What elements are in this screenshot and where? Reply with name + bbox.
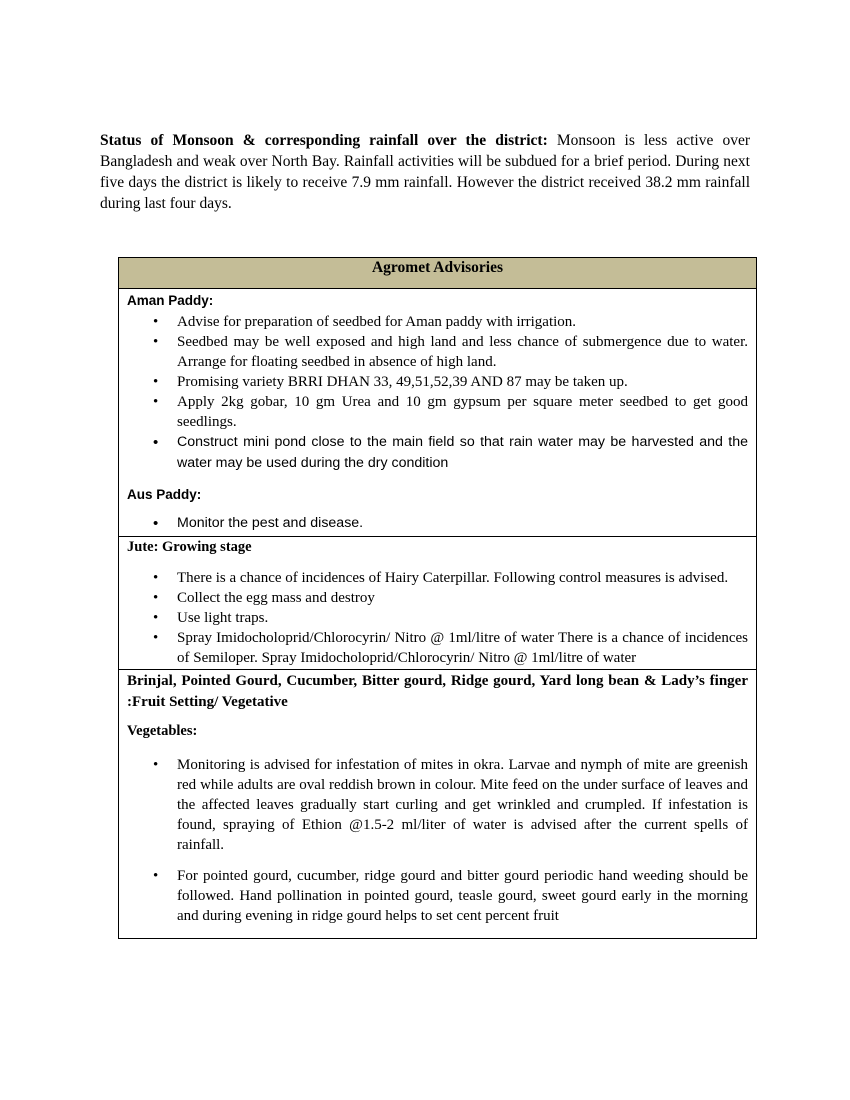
list-item: • Collect the egg mass and destroy (177, 588, 748, 608)
jute-section (119, 537, 757, 670)
list-item: • Monitoring is advised for infestation of mites in okra. Larvae and nymph of mite are greenish red while adults are oval reddish brown in colour. Mite feed on the under surface of leaves and the affected leaves gradually start curling and get wrinkled and crumpled. If infestation is found, spraying of Ethion @1.5-2 ml/liter of water is advised after the current spells of rainfall. (177, 755, 748, 855)
list-item: • Seedbed may be well exposed and high land and less chance of submergence due to water. Arrange for floating seedbed in absence of high land. (177, 332, 748, 372)
list-item: • Construct mini pond close to the main field so that rain water may be harvested and the water may be used during the dry condition (177, 432, 748, 474)
vegetables-list (127, 755, 748, 926)
advisories-table-header: Agromet Advisories (119, 258, 757, 289)
monsoon-status-text: Monsoon is less active over Bangladesh and weak over North Bay. Rainfall activities will be subdued for a brief period. During next five days the district is likely to receive 7.9 mm rainfall. However the district received 38.2 mm rainfall during last four days. (100, 132, 750, 212)
aman-paddy-list (127, 312, 748, 474)
vegetables-section (119, 670, 757, 939)
jute-title: Jute: Growing stage (127, 539, 252, 555)
list-item: • Promising variety BRRI DHAN 33, 49,51,52,39 AND 87 may be taken up. (177, 372, 748, 392)
paddy-section (119, 289, 757, 537)
list-item: • Monitor the pest and disease. (177, 513, 748, 534)
monsoon-status-heading: Status of Monsoon & corresponding rainfall over the district: (100, 132, 548, 149)
list-item: • There is a chance of incidences of Hairy Caterpillar. Following control measures is advised. (177, 568, 748, 588)
aus-paddy-list (127, 513, 748, 534)
list-item: • Apply 2kg gobar, 10 gm Urea and 10 gm gypsum per square meter seedbed to get good seedlings. (177, 392, 748, 432)
monsoon-status-paragraph (100, 130, 750, 214)
aus-paddy-title: Aus Paddy: (127, 487, 202, 502)
aman-paddy-title: Aman Paddy: (127, 293, 214, 308)
agromet-advisories-table (118, 257, 757, 939)
list-item: • Use light traps. (177, 608, 748, 628)
list-item: • For pointed gourd, cucumber, ridge gourd and bitter gourd periodic hand weeding should be followed. Hand pollination in pointed gourd, teasle gourd, sweet gourd early in the morning and during evening in ridge gourd helps to set cent percent fruit (177, 866, 748, 926)
vegetable-crops-title: Brinjal, Pointed Gourd, Cucumber, Bitter gourd, Ridge gourd, Yard long bean & Lady’s finger :Fruit Setting/ Vegetative (127, 673, 748, 710)
list-item: • Spray Imidocholoprid/Chlorocyrin/ Nitro @ 1ml/litre of water There is a chance of incidences of Semiloper. Spray Imidocholoprid/Chlorocyrin/ Nitro @ 1ml/litre of water (177, 628, 748, 668)
list-item: • Advise for preparation of seedbed for Aman paddy with irrigation. (177, 312, 748, 332)
jute-list (127, 568, 748, 668)
vegetables-title: Vegetables: (127, 723, 198, 739)
